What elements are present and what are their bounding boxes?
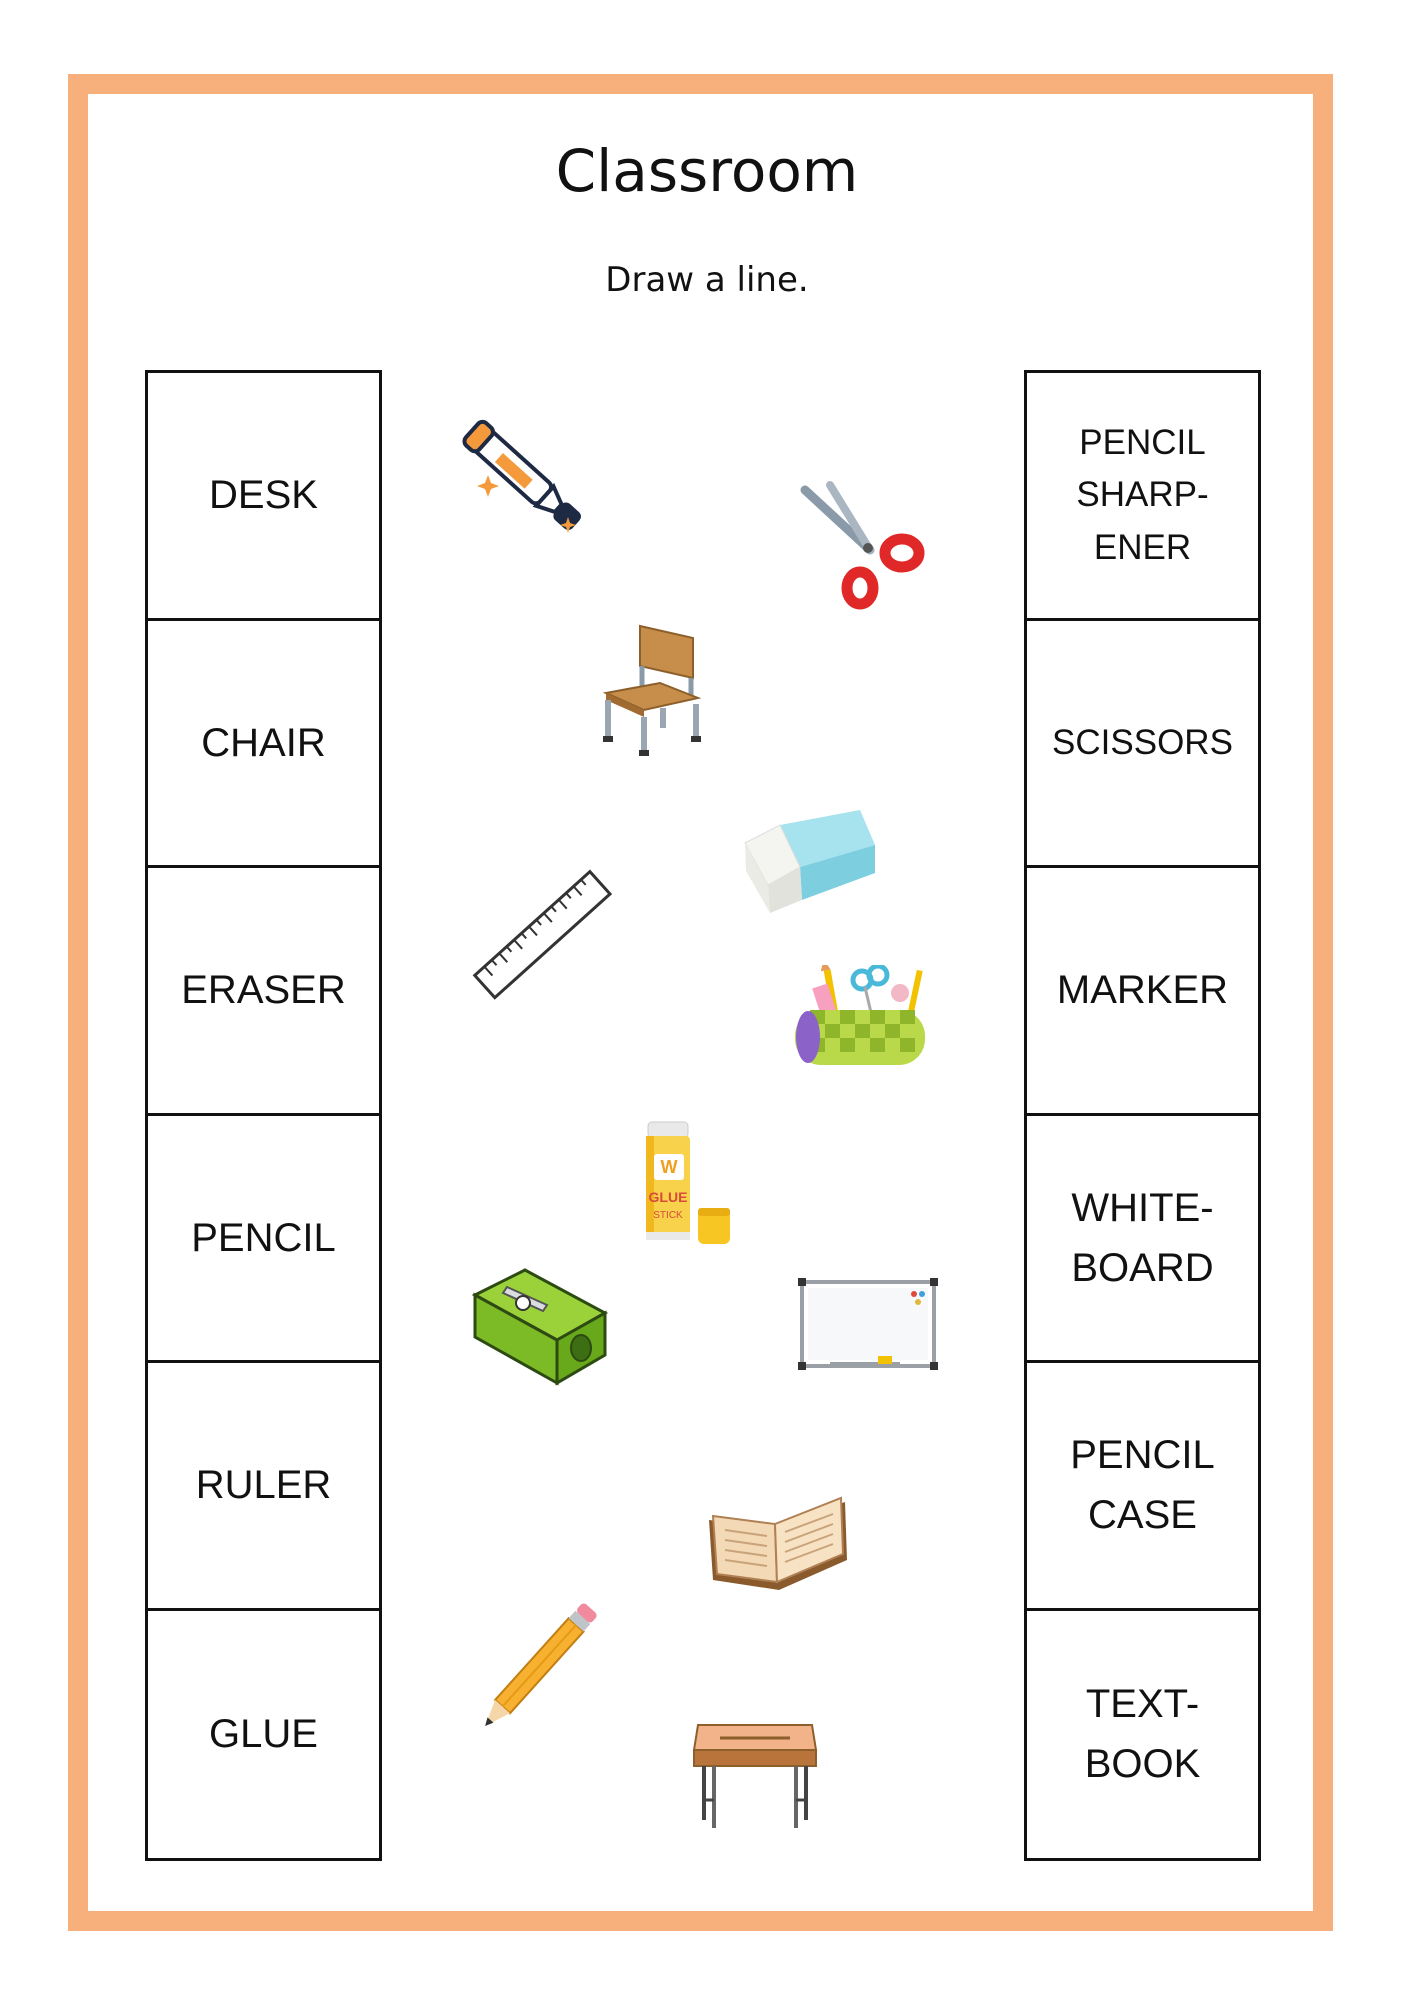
scissors-picture[interactable] bbox=[800, 480, 925, 610]
word-box-chair[interactable]: CHAIR bbox=[148, 621, 379, 869]
pencil-picture[interactable] bbox=[468, 1595, 613, 1735]
word-box-scissors[interactable]: SCISSORS bbox=[1027, 621, 1258, 869]
word-box-marker[interactable]: MARKER bbox=[1027, 868, 1258, 1116]
eraser-picture[interactable] bbox=[740, 805, 880, 920]
glue-label: GLUE bbox=[648, 1189, 688, 1205]
svg-text:W: W bbox=[660, 1157, 678, 1177]
glue-stick-picture[interactable] bbox=[640, 1110, 740, 1250]
instruction-text: Draw a line. bbox=[605, 260, 809, 300]
word-box-eraser[interactable]: ERASER bbox=[148, 868, 379, 1116]
pencil-case-picture[interactable] bbox=[790, 965, 935, 1075]
chair-picture[interactable] bbox=[598, 618, 708, 758]
word-box-pencil-sharpener[interactable]: PENCIL SHARP- ENER bbox=[1027, 373, 1258, 621]
left-word-column bbox=[145, 370, 382, 1861]
word-box-whiteboard[interactable]: WHITE- BOARD bbox=[1027, 1116, 1258, 1364]
desk-picture[interactable] bbox=[690, 1720, 820, 1835]
textbook-picture[interactable] bbox=[705, 1490, 850, 1600]
ruler-picture[interactable] bbox=[470, 865, 615, 1005]
word-box-ruler[interactable]: RULER bbox=[148, 1363, 379, 1611]
word-box-textbook[interactable]: TEXT- BOOK bbox=[1084, 1682, 1201, 1787]
word-box-pencil[interactable]: PENCIL bbox=[148, 1116, 379, 1364]
right-word-column bbox=[1024, 370, 1261, 1861]
whiteboard-picture[interactable] bbox=[798, 1278, 938, 1374]
marker-picture[interactable] bbox=[448, 415, 608, 555]
pencil-sharpener-picture[interactable] bbox=[465, 1265, 610, 1390]
word-box-glue[interactable]: GLUE bbox=[209, 1712, 318, 1757]
stick-label: STICK bbox=[653, 1210, 683, 1221]
page-title: Classroom bbox=[555, 137, 859, 205]
word-box-desk[interactable]: DESK bbox=[148, 373, 379, 621]
word-box-pencil-case[interactable]: PENCIL CASE bbox=[1027, 1363, 1258, 1611]
